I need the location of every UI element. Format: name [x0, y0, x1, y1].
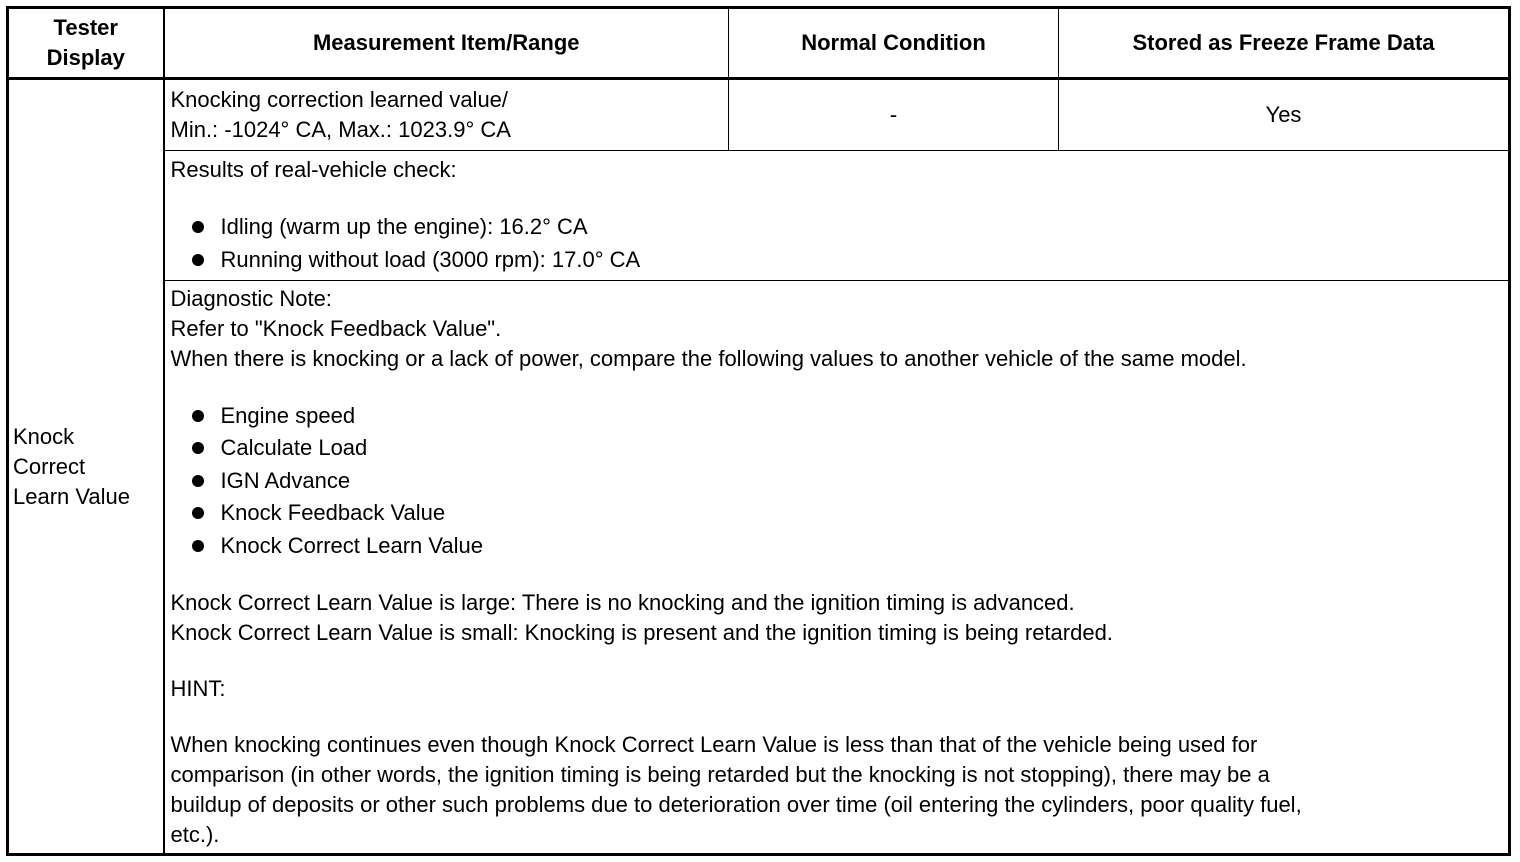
header-normal-condition: Normal Condition	[729, 8, 1059, 79]
diagnostic-large: Knock Correct Learn Value is large: There is no knocking and the ignition timing is advanced.	[170, 590, 1075, 616]
diagnostic-heading: Diagnostic Note:	[170, 285, 332, 311]
hint-line: comparison (in other words, the ignition timing is being retarded but the knocking is not stopping), there may be a	[170, 762, 1270, 788]
header-row	[8, 8, 1510, 79]
real-vehicle-cell	[164, 151, 1510, 281]
hint-line: etc.).	[170, 822, 220, 848]
header-measurement: Measurement Item/Range	[164, 8, 729, 79]
header-tester-display	[8, 8, 164, 79]
header-tester-line2: Display	[46, 45, 125, 70]
normal-condition-cell: -	[729, 79, 1059, 151]
real-vehicle-list	[171, 211, 1503, 276]
real-vehicle-row	[8, 151, 1510, 281]
hint-line: buildup of deposits or other such problems due to deterioration over time (oil entering the cylinders, poor quality fuel,	[170, 792, 1302, 818]
tester-display-line: Correct	[13, 453, 86, 479]
tester-display-cell	[8, 79, 164, 855]
hint-label: HINT:	[170, 676, 226, 702]
measurement-cell	[164, 79, 729, 151]
diagnostic-cell	[164, 281, 1510, 855]
diagnostic-small: Knock Correct Learn Value is small: Knocking is present and the ignition timing is being retarded.	[170, 620, 1113, 646]
header-tester-line1: Tester	[53, 15, 118, 40]
list-item: Knock Correct Learn Value	[189, 530, 1503, 563]
header-freeze-frame: Stored as Freeze Frame Data	[1059, 8, 1510, 79]
list-item: IGN Advance	[189, 465, 1503, 498]
tester-display-line: Knock	[13, 423, 75, 449]
tester-display-line: Learn Value	[13, 483, 131, 509]
list-item: Knock Feedback Value	[189, 497, 1503, 530]
measurement-line: Knocking correction learned value/	[170, 87, 509, 112]
list-item: Engine speed	[189, 400, 1503, 433]
list-item: Running without load (3000 rpm): 17.0° CA	[189, 244, 1503, 277]
diagnostic-list	[171, 400, 1503, 563]
list-item: Idling (warm up the engine): 16.2° CA	[189, 211, 1503, 244]
measurement-line: Min.: -1024° CA, Max.: 1023.9° CA	[170, 117, 511, 142]
diagnostic-line: When there is knocking or a lack of power, compare the following values to another vehicle of the same model.	[170, 345, 1247, 371]
diagnostic-row	[8, 281, 1510, 855]
data-row	[8, 79, 1510, 151]
real-vehicle-heading: Results of real-vehicle check:	[170, 157, 457, 182]
spec-table	[6, 6, 1511, 856]
diagnostic-line: Refer to "Knock Feedback Value".	[170, 315, 502, 341]
hint-line: When knocking continues even though Knock Correct Learn Value is less than that of the vehicle being used for	[170, 732, 1258, 758]
freeze-frame-cell: Yes	[1059, 79, 1510, 151]
list-item: Calculate Load	[189, 432, 1503, 465]
